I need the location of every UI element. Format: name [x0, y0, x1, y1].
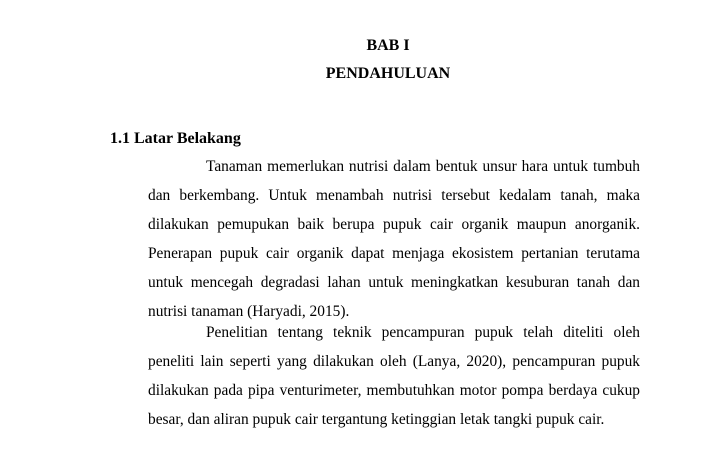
- paragraph: Penelitian tentang teknik pencampuran pupuk telah diteliti oleh peneliti lain seperti yang dilakukan oleh (Lanya, 2020), pencampuran pupuk dilakukan pada pipa venturimeter, membutuhkan motor pompa berdaya cukup besar, dan aliran pupuk cair tergantung ketinggian letak tangki pupuk cair.: [148, 324, 640, 428]
- chapter-title: PENDAHULUAN: [325, 65, 451, 82]
- chapter-number: BAB I: [366, 37, 410, 54]
- section-heading: 1.1 Latar Belakang: [110, 130, 241, 147]
- paragraph: Tanaman memerlukan nutrisi dalam bentuk unsur hara untuk tumbuh dan berkembang. Untuk menambah nutrisi tersebut kedalam tanah, maka dilakukan pemupukan baik berupa pupuk cair organik maupun anorganik. Penerapan pupuk cair organik dapat menjaga ekosistem pertanian terutama untuk mencegah degradasi lahan untuk meningkatkan kesuburan tanah dan nutrisi tanaman (Haryadi, 2015).: [148, 158, 640, 320]
